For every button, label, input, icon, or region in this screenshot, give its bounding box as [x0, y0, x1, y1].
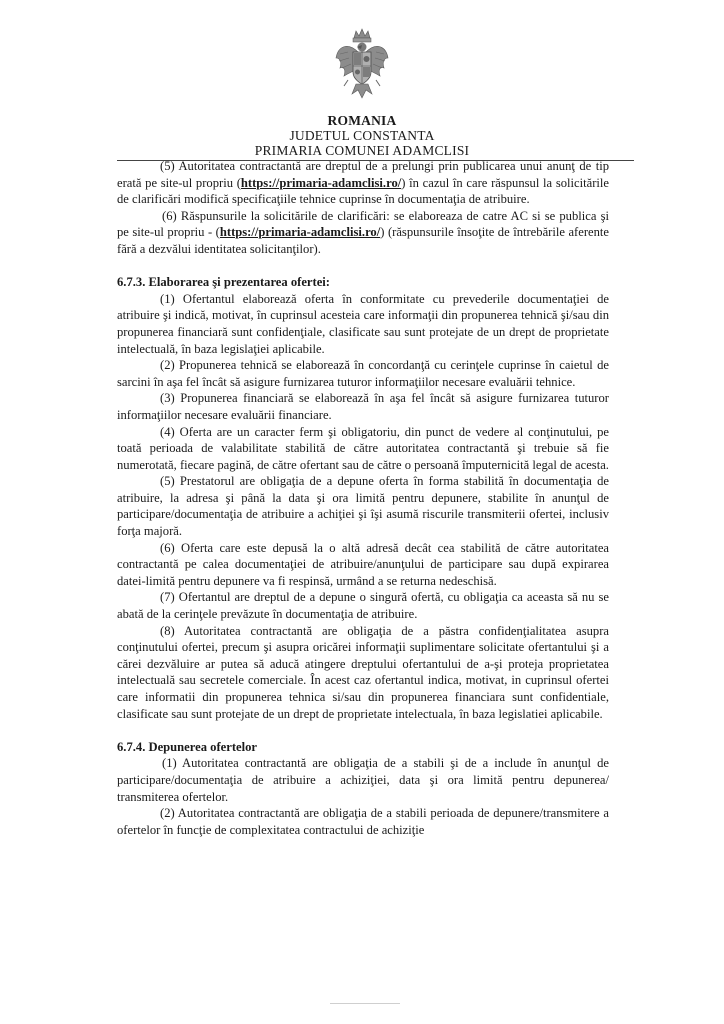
paragraph-text: (5) Autoritatea contractantă are dreptul de a prelungi prin publicarea unui anunţ de tip erată pe site-ul propriu ( [117, 159, 609, 190]
clarification-paragraph-5 [117, 158, 609, 208]
county-heading: JUDETUL CONSTANTA [289, 128, 435, 143]
footer-mark [330, 1003, 400, 1004]
paragraph-item: (2) Propunerea tehnică se elaborează în concordanţă cu cerinţele cuprinse în caietul de sarcini în aşa fel încât să asigure furnizarea tuturor informaţiilor necesare evaluării tehnice. [117, 358, 609, 389]
paragraph-item: (4) Oferta are un caracter ferm şi obligatoriu, din punct de vedere al conţinutului, pe toată perioada de valabilitate stabilită de către autoritatea contractantă şi trebuie să fie numerotată, fiecare pagină, de către ofertant sau de către o persoană împuternicită legal de acesta. [117, 424, 609, 472]
clarification-paragraph-6 [117, 208, 609, 258]
paragraph-text: ) (răspunsurile însoţite de întrebările aferente fără a dezvălui identitatea solicitanţilor). [117, 225, 609, 256]
section-title-6-7-3: 6.7.3. Elaborarea şi prezentarea ofertei: [117, 275, 330, 290]
paragraph-item: (5) Prestatorul are obligaţia de a depune oferta în forma stabilită în documentaţia de atribuire, la adresa şi până la data şi ora limită pentru depunere, stabilite în anunţul de participare/documentaţia de atribuire a achiţiei şi îşi asumă riscurile transmiterii ofertei, inclusiv forţa majoră. [117, 474, 609, 539]
paragraph-text: (6) Răspunsurile la solicitările de clarificări: se elaboreaza de catre AC si se publica şi pe site-ul propriu - ( [117, 208, 609, 240]
website-link[interactable]: https://primaria-adamclisi.ro/ [219, 225, 381, 240]
paragraph-item: (1) Autoritatea contractantă are obligaţia de a stabili şi de a include în anunţul de participare/documentaţia de atribuire a achiziţiei, data şi ora limită pentru depunerea/ transmiterea ofertelor. [117, 756, 609, 804]
country-heading: ROMANIA [327, 113, 397, 128]
paragraph-item: (7) Ofertantul are dreptul de a depune o singură ofertă, cu obligaţia ca aceasta să nu se abată de la cerinţele prevăzute în documentaţia de atribuire. [117, 590, 609, 622]
paragraph-text: ) în cazul în care răspunsul la solicitările de clarificări modifică specificaţiile tehnice cuprinse în documentaţia de atribuire. [117, 175, 609, 207]
website-link[interactable]: https://primaria-adamclisi.ro/ [240, 175, 402, 190]
institution-heading: PRIMARIA COMUNEI ADAMCLISI [254, 143, 470, 158]
paragraph-item: (6) Oferta care este depusă la o altă adresă decât cea stabilită de către autoritatea contractantă pe calea documentaţiei de atribuire/anunţului de participare sau după expirarea datei-limită pentru depunere va fi respinsă, urmând a se returna nedeschisă. [117, 540, 609, 588]
section-title-6-7-4: 6.7.4. Depunerea ofertelor [117, 739, 258, 754]
document-body [117, 158, 609, 838]
paragraph-item: (3) Propunerea financiară se elaborează în aşa fel încât să asigure furnizarea tuturor informaţiilor necesare evaluării financiare. [117, 391, 609, 422]
romanian-coat-of-arms-icon [334, 28, 390, 108]
paragraph-item: (2) Autoritatea contractantă are obligaţia de a stabili perioada de depunere/transmitere a ofertelor în funcţie de complexitatea contractului de achiziţie [117, 806, 609, 837]
paragraph-item: (1) Ofertantul elaborează oferta în conformitate cu prevederile documentaţiei de atribuire şi indică, motivat, în cuprinsul acesteia care informaţii din propunerea tehnică şi/sau din propunerea financiară sunt confidenţiale, clasificate sau sunt protejate de un drept de proprietate intelectuală, în baza legislaţiei aplicabile. [117, 291, 609, 356]
paragraph-item: (8) Autoritatea contractantă are obligaţia de a păstra confidenţialitatea asupra conţinutului ofertei, precum şi asupra oricărei informaţii suplimentare solicitate ofertantului şi a cărei dezvăluire ar putea să aducă atingere dreptului ofertantului de a-şi proteja proprietatea intelectuală sau secretele comerciale. În acest caz ofertantul indica, motivat, in cuprinsul ofertei care informatii din propunerea tehnica si/sau din propunerea financiara sunt confidentiale, clasificate sau sunt protejate de un drept de proprietate intelectuala, în baza legislatiei aplicabile. [117, 623, 609, 721]
